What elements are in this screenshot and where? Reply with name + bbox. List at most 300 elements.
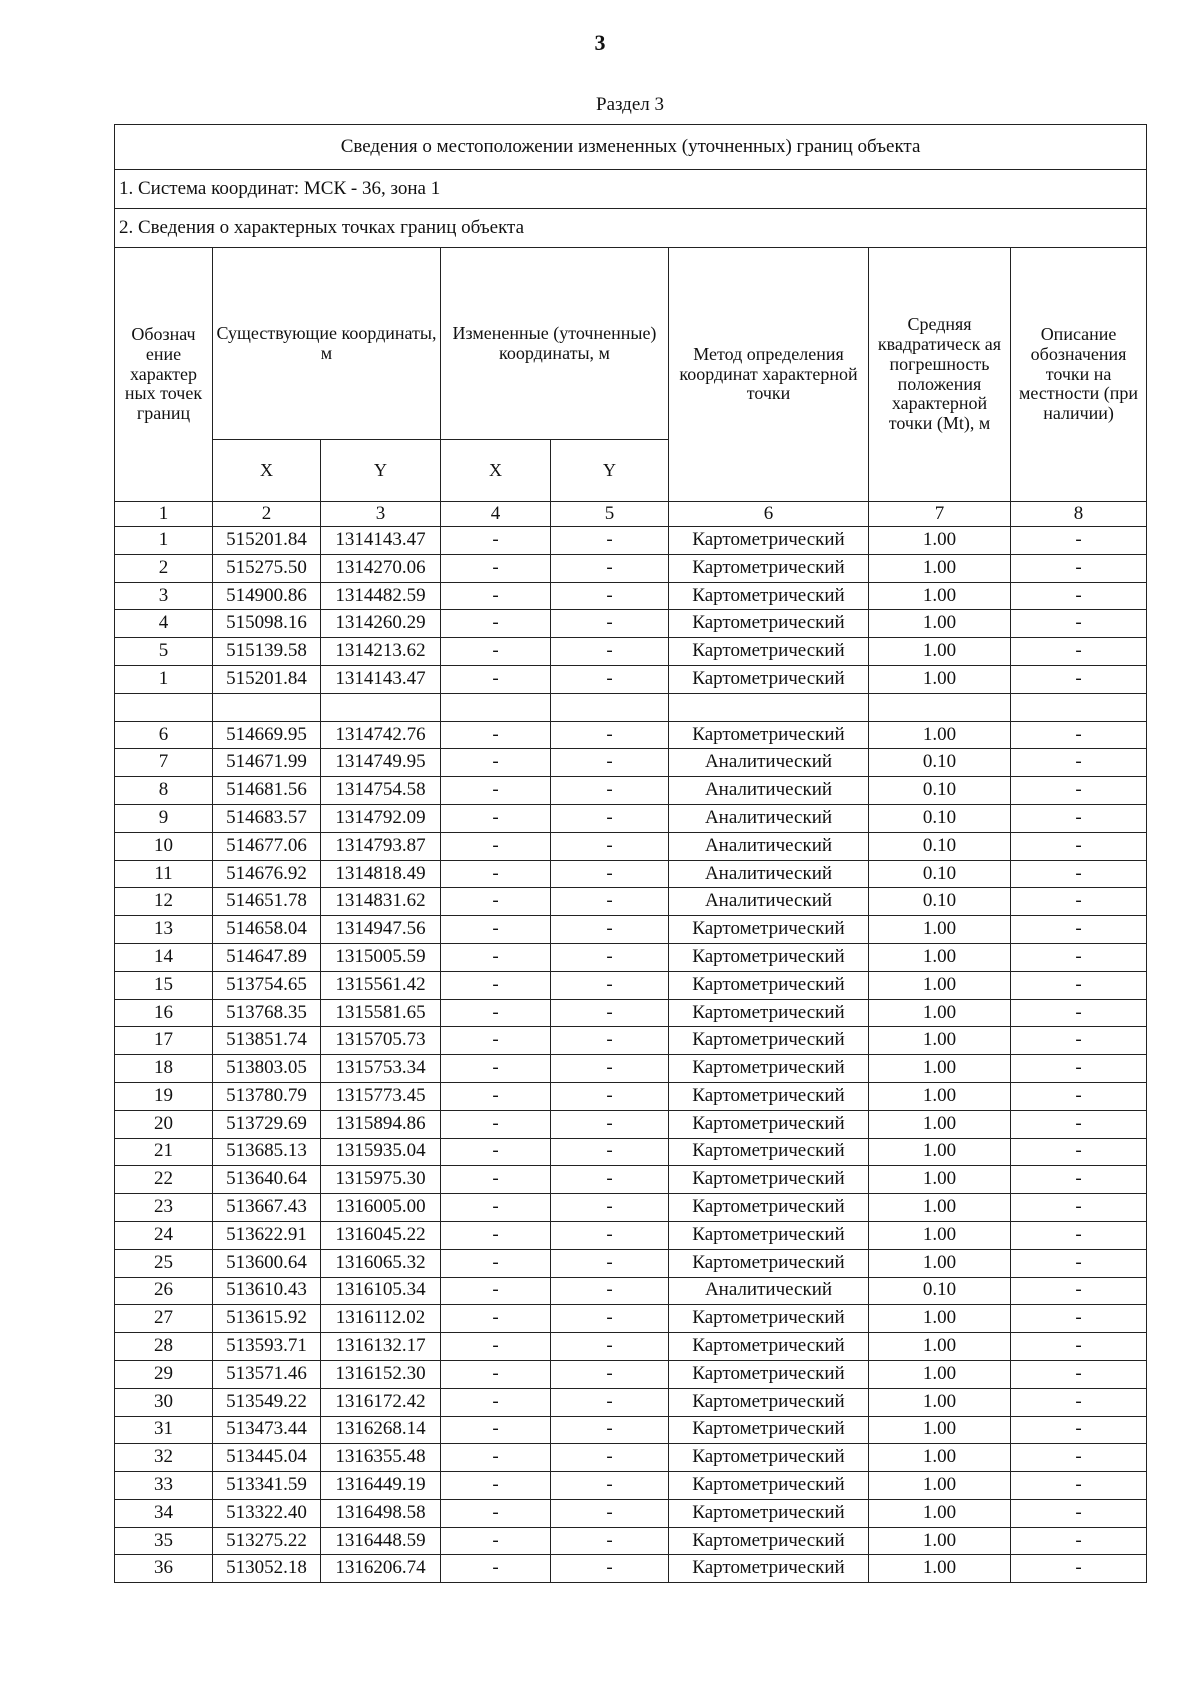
cell-method: Аналитический	[669, 832, 869, 860]
cell-description: -	[1011, 804, 1147, 832]
separator-row	[115, 693, 1147, 721]
cell-mean-error: 0.10	[869, 804, 1011, 832]
table-row	[115, 638, 1147, 666]
cell-changed-x: -	[441, 1444, 551, 1472]
cell-point-id: 6	[115, 721, 213, 749]
cell-point-id: 29	[115, 1360, 213, 1388]
empty-cell	[551, 693, 669, 721]
table-row	[115, 1194, 1147, 1222]
empty-cell	[213, 693, 321, 721]
cell-existing-x: 514683.57	[213, 804, 321, 832]
cell-point-id: 3	[115, 582, 213, 610]
cell-description: -	[1011, 1388, 1147, 1416]
table-row	[115, 1027, 1147, 1055]
table-row	[115, 665, 1147, 693]
cell-point-id: 35	[115, 1527, 213, 1555]
cell-changed-y: -	[551, 971, 669, 999]
cell-method: Аналитический	[669, 888, 869, 916]
cell-point-id: 10	[115, 832, 213, 860]
table-row	[115, 1360, 1147, 1388]
cell-existing-x: 513729.69	[213, 1110, 321, 1138]
cell-description: -	[1011, 665, 1147, 693]
cell-existing-x: 514677.06	[213, 832, 321, 860]
cell-description: -	[1011, 1194, 1147, 1222]
table-row	[115, 1055, 1147, 1083]
cell-mean-error: 1.00	[869, 1305, 1011, 1333]
cell-point-id: 33	[115, 1472, 213, 1500]
table-row	[115, 1333, 1147, 1361]
cell-method: Аналитический	[669, 749, 869, 777]
table-row	[115, 888, 1147, 916]
cell-existing-x: 513780.79	[213, 1082, 321, 1110]
cell-mean-error: 0.10	[869, 860, 1011, 888]
cell-changed-y: -	[551, 1499, 669, 1527]
cell-changed-x: -	[441, 1194, 551, 1222]
cell-existing-x: 513754.65	[213, 971, 321, 999]
cell-existing-y: 1316448.59	[321, 1527, 441, 1555]
cell-changed-x: -	[441, 1221, 551, 1249]
cell-changed-y: -	[551, 943, 669, 971]
cell-point-id: 4	[115, 610, 213, 638]
cell-method: Картометрический	[669, 1055, 869, 1083]
table-row	[115, 804, 1147, 832]
column-numbers-row	[115, 502, 1147, 527]
cell-changed-x: -	[441, 1277, 551, 1305]
cell-method: Картометрический	[669, 943, 869, 971]
header-method: Метод определения координат характерной точки	[669, 248, 869, 502]
cell-existing-x: 513851.74	[213, 1027, 321, 1055]
cell-existing-y: 1316268.14	[321, 1416, 441, 1444]
cell-changed-x: -	[441, 1166, 551, 1194]
cell-existing-x: 513600.64	[213, 1249, 321, 1277]
cell-method: Картометрический	[669, 554, 869, 582]
cell-method: Картометрический	[669, 1166, 869, 1194]
cell-existing-y: 1316005.00	[321, 1194, 441, 1222]
cell-mean-error: 1.00	[869, 1221, 1011, 1249]
cell-changed-y: -	[551, 1027, 669, 1055]
cell-method: Картометрический	[669, 1138, 869, 1166]
cell-changed-y: -	[551, 1221, 669, 1249]
cell-point-id: 14	[115, 943, 213, 971]
column-number: 3	[321, 502, 441, 527]
cell-existing-y: 1314793.87	[321, 832, 441, 860]
cell-method: Картометрический	[669, 999, 869, 1027]
cell-method: Картометрический	[669, 610, 869, 638]
cell-existing-y: 1315894.86	[321, 1110, 441, 1138]
table-row	[115, 971, 1147, 999]
empty-cell	[115, 693, 213, 721]
column-number: 6	[669, 502, 869, 527]
cell-description: -	[1011, 1138, 1147, 1166]
cell-changed-x: -	[441, 554, 551, 582]
column-number: 2	[213, 502, 321, 527]
cell-point-id: 21	[115, 1138, 213, 1166]
cell-method: Картометрический	[669, 665, 869, 693]
table-row	[115, 1138, 1147, 1166]
cell-point-id: 16	[115, 999, 213, 1027]
cell-existing-y: 1314742.76	[321, 721, 441, 749]
cell-existing-y: 1316449.19	[321, 1472, 441, 1500]
cell-point-id: 36	[115, 1555, 213, 1583]
cell-changed-y: -	[551, 1138, 669, 1166]
table-row	[115, 1305, 1147, 1333]
cell-method: Картометрический	[669, 1499, 869, 1527]
cell-mean-error: 1.00	[869, 1333, 1011, 1361]
cell-changed-y: -	[551, 1360, 669, 1388]
cell-changed-x: -	[441, 943, 551, 971]
cell-changed-y: -	[551, 1110, 669, 1138]
cell-mean-error: 1.00	[869, 527, 1011, 555]
cell-existing-x: 515201.84	[213, 665, 321, 693]
table-row	[115, 1388, 1147, 1416]
cell-existing-x: 513549.22	[213, 1388, 321, 1416]
cell-description: -	[1011, 610, 1147, 638]
cell-mean-error: 1.00	[869, 1055, 1011, 1083]
cell-existing-x: 514651.78	[213, 888, 321, 916]
cell-changed-x: -	[441, 721, 551, 749]
cell-description: -	[1011, 1305, 1147, 1333]
cell-changed-y: -	[551, 1082, 669, 1110]
table-title: Сведения о местоположении измененных (уточненных) границ объекта	[115, 125, 1147, 170]
cell-mean-error: 1.00	[869, 1360, 1011, 1388]
cell-mean-error: 1.00	[869, 1472, 1011, 1500]
table-row	[115, 1555, 1147, 1583]
page-number: 3	[594, 30, 606, 55]
cell-existing-y: 1316105.34	[321, 1277, 441, 1305]
cell-changed-y: -	[551, 916, 669, 944]
table-row	[115, 1277, 1147, 1305]
empty-cell	[1011, 693, 1147, 721]
cell-point-id: 26	[115, 1277, 213, 1305]
cell-description: -	[1011, 916, 1147, 944]
header-mean-error: Средняя квадратическ ая погрешность положения характерной точки (Mt), м	[869, 248, 1011, 502]
cell-mean-error: 1.00	[869, 1166, 1011, 1194]
cell-mean-error: 1.00	[869, 1082, 1011, 1110]
cell-description: -	[1011, 943, 1147, 971]
cell-method: Картометрический	[669, 1221, 869, 1249]
cell-changed-y: -	[551, 1249, 669, 1277]
cell-existing-y: 1316498.58	[321, 1499, 441, 1527]
cell-changed-x: -	[441, 999, 551, 1027]
cell-method: Картометрический	[669, 1360, 869, 1388]
cell-mean-error: 1.00	[869, 638, 1011, 666]
cell-existing-x: 514647.89	[213, 943, 321, 971]
cell-existing-y: 1314260.29	[321, 610, 441, 638]
cell-mean-error: 1.00	[869, 1499, 1011, 1527]
cell-changed-y: -	[551, 1333, 669, 1361]
cell-changed-y: -	[551, 832, 669, 860]
column-number: 1	[115, 502, 213, 527]
cell-point-id: 13	[115, 916, 213, 944]
cell-description: -	[1011, 1249, 1147, 1277]
cell-changed-y: -	[551, 804, 669, 832]
cell-method: Картометрический	[669, 1194, 869, 1222]
cell-point-id: 2	[115, 554, 213, 582]
cell-method: Картометрический	[669, 916, 869, 944]
empty-cell	[869, 693, 1011, 721]
header-changed-coordinates: Измененные (уточненные) координаты, м	[441, 248, 669, 440]
table-row	[115, 1110, 1147, 1138]
cell-description: -	[1011, 1082, 1147, 1110]
cell-existing-x: 513322.40	[213, 1499, 321, 1527]
cell-existing-x: 513473.44	[213, 1416, 321, 1444]
cell-method: Картометрический	[669, 1527, 869, 1555]
cell-existing-x: 513622.91	[213, 1221, 321, 1249]
boundary-points-table	[114, 124, 1147, 1583]
cell-mean-error: 1.00	[869, 971, 1011, 999]
cell-changed-y: -	[551, 1305, 669, 1333]
cell-changed-x: -	[441, 1499, 551, 1527]
cell-existing-x: 514900.86	[213, 582, 321, 610]
cell-mean-error: 0.10	[869, 832, 1011, 860]
cell-existing-x: 513445.04	[213, 1444, 321, 1472]
cell-changed-y: -	[551, 999, 669, 1027]
cell-changed-x: -	[441, 1138, 551, 1166]
cell-existing-x: 514676.92	[213, 860, 321, 888]
cell-existing-x: 513803.05	[213, 1055, 321, 1083]
cell-point-id: 5	[115, 638, 213, 666]
cell-method: Картометрический	[669, 638, 869, 666]
cell-method: Картометрический	[669, 582, 869, 610]
empty-cell	[669, 693, 869, 721]
cell-point-id: 17	[115, 1027, 213, 1055]
cell-point-id: 25	[115, 1249, 213, 1277]
cell-existing-x: 513275.22	[213, 1527, 321, 1555]
cell-point-id: 18	[115, 1055, 213, 1083]
cell-changed-x: -	[441, 1305, 551, 1333]
cell-method: Аналитический	[669, 860, 869, 888]
cell-existing-x: 513341.59	[213, 1472, 321, 1500]
cell-method: Картометрический	[669, 971, 869, 999]
cell-existing-y: 1316065.32	[321, 1249, 441, 1277]
cell-changed-y: -	[551, 1277, 669, 1305]
cell-existing-y: 1315005.59	[321, 943, 441, 971]
table-row	[115, 1444, 1147, 1472]
cell-existing-y: 1316206.74	[321, 1555, 441, 1583]
cell-mean-error: 1.00	[869, 916, 1011, 944]
cell-changed-x: -	[441, 1388, 551, 1416]
cell-description: -	[1011, 1277, 1147, 1305]
cell-description: -	[1011, 777, 1147, 805]
cell-method: Картометрический	[669, 1249, 869, 1277]
cell-mean-error: 1.00	[869, 610, 1011, 638]
cell-existing-x: 515201.84	[213, 527, 321, 555]
cell-changed-y: -	[551, 527, 669, 555]
cell-description: -	[1011, 1499, 1147, 1527]
header-point-designation: Обознач ение характер ных точек границ	[115, 248, 213, 502]
cell-changed-x: -	[441, 1472, 551, 1500]
cell-existing-y: 1314818.49	[321, 860, 441, 888]
cell-point-id: 19	[115, 1082, 213, 1110]
cell-point-id: 7	[115, 749, 213, 777]
cell-method: Картометрический	[669, 1110, 869, 1138]
cell-existing-y: 1315581.65	[321, 999, 441, 1027]
cell-changed-y: -	[551, 888, 669, 916]
cell-existing-y: 1315753.34	[321, 1055, 441, 1083]
cell-changed-y: -	[551, 1444, 669, 1472]
cell-existing-y: 1314831.62	[321, 888, 441, 916]
cell-existing-x: 513685.13	[213, 1138, 321, 1166]
cell-changed-x: -	[441, 582, 551, 610]
cell-point-id: 8	[115, 777, 213, 805]
cell-description: -	[1011, 554, 1147, 582]
cell-mean-error: 1.00	[869, 1249, 1011, 1277]
cell-changed-y: -	[551, 777, 669, 805]
cell-changed-x: -	[441, 971, 551, 999]
cell-point-id: 20	[115, 1110, 213, 1138]
cell-description: -	[1011, 1055, 1147, 1083]
cell-description: -	[1011, 1110, 1147, 1138]
cell-existing-y: 1315773.45	[321, 1082, 441, 1110]
cell-point-id: 15	[115, 971, 213, 999]
cell-description: -	[1011, 527, 1147, 555]
cell-existing-x: 515098.16	[213, 610, 321, 638]
cell-changed-x: -	[441, 1527, 551, 1555]
cell-description: -	[1011, 832, 1147, 860]
cell-changed-x: -	[441, 1082, 551, 1110]
table-row	[115, 554, 1147, 582]
cell-method: Картометрический	[669, 1555, 869, 1583]
cell-changed-x: -	[441, 1027, 551, 1055]
cell-changed-y: -	[551, 721, 669, 749]
column-number: 4	[441, 502, 551, 527]
cell-mean-error: 1.00	[869, 1416, 1011, 1444]
cell-changed-x: -	[441, 1110, 551, 1138]
cell-description: -	[1011, 1027, 1147, 1055]
cell-method: Картометрический	[669, 1416, 869, 1444]
table-row	[115, 1416, 1147, 1444]
cell-existing-x: 514681.56	[213, 777, 321, 805]
cell-existing-x: 513615.92	[213, 1305, 321, 1333]
cell-description: -	[1011, 582, 1147, 610]
cell-description: -	[1011, 1472, 1147, 1500]
cell-changed-x: -	[441, 1333, 551, 1361]
table-row	[115, 1499, 1147, 1527]
cell-changed-x: -	[441, 527, 551, 555]
cell-changed-x: -	[441, 1555, 551, 1583]
cell-method: Аналитический	[669, 777, 869, 805]
cell-existing-x: 513768.35	[213, 999, 321, 1027]
cell-mean-error: 0.10	[869, 888, 1011, 916]
cell-changed-x: -	[441, 888, 551, 916]
cell-changed-y: -	[551, 1416, 669, 1444]
cell-mean-error: 1.00	[869, 554, 1011, 582]
cell-description: -	[1011, 1444, 1147, 1472]
cell-existing-x: 515275.50	[213, 554, 321, 582]
cell-existing-y: 1315705.73	[321, 1027, 441, 1055]
cell-changed-y: -	[551, 554, 669, 582]
cell-existing-x: 513052.18	[213, 1555, 321, 1583]
cell-existing-y: 1316132.17	[321, 1333, 441, 1361]
cell-existing-y: 1315561.42	[321, 971, 441, 999]
cell-changed-y: -	[551, 1555, 669, 1583]
cell-mean-error: 1.00	[869, 1527, 1011, 1555]
cell-existing-y: 1314213.62	[321, 638, 441, 666]
cell-point-id: 9	[115, 804, 213, 832]
cell-point-id: 31	[115, 1416, 213, 1444]
cell-mean-error: 1.00	[869, 665, 1011, 693]
table-row	[115, 1082, 1147, 1110]
cell-mean-error: 1.00	[869, 1555, 1011, 1583]
cell-point-id: 27	[115, 1305, 213, 1333]
cell-changed-x: -	[441, 638, 551, 666]
table-row	[115, 999, 1147, 1027]
empty-cell	[441, 693, 551, 721]
cell-mean-error: 0.10	[869, 777, 1011, 805]
cell-mean-error: 1.00	[869, 1194, 1011, 1222]
table-row	[115, 1249, 1147, 1277]
table-row	[115, 1527, 1147, 1555]
header-existing-y: Y	[321, 440, 441, 502]
table-row	[115, 777, 1147, 805]
header-changed-y: Y	[551, 440, 669, 502]
table-row	[115, 582, 1147, 610]
table-row	[115, 1166, 1147, 1194]
cell-changed-y: -	[551, 582, 669, 610]
cell-mean-error: 1.00	[869, 943, 1011, 971]
points-heading: 2. Сведения о характерных точках границ объекта	[115, 209, 1147, 248]
cell-description: -	[1011, 1221, 1147, 1249]
empty-cell	[321, 693, 441, 721]
cell-changed-x: -	[441, 610, 551, 638]
cell-method: Аналитический	[669, 1277, 869, 1305]
cell-description: -	[1011, 1166, 1147, 1194]
cell-method: Картометрический	[669, 1388, 869, 1416]
cell-point-id: 28	[115, 1333, 213, 1361]
coordinate-system: 1. Система координат: МСК - 36, зона 1	[115, 170, 1147, 209]
table-row	[115, 610, 1147, 638]
cell-point-id: 1	[115, 527, 213, 555]
header-existing-x: X	[213, 440, 321, 502]
cell-method: Картометрический	[669, 527, 869, 555]
table-row	[115, 1472, 1147, 1500]
cell-changed-y: -	[551, 1472, 669, 1500]
cell-description: -	[1011, 1555, 1147, 1583]
cell-changed-y: -	[551, 1055, 669, 1083]
cell-point-id: 12	[115, 888, 213, 916]
cell-mean-error: 1.00	[869, 999, 1011, 1027]
cell-existing-y: 1316152.30	[321, 1360, 441, 1388]
cell-description: -	[1011, 1416, 1147, 1444]
cell-existing-y: 1316355.48	[321, 1444, 441, 1472]
cell-changed-y: -	[551, 749, 669, 777]
cell-method: Картометрический	[669, 721, 869, 749]
cell-existing-y: 1314482.59	[321, 582, 441, 610]
cell-existing-x: 514671.99	[213, 749, 321, 777]
cell-changed-x: -	[441, 777, 551, 805]
cell-point-id: 34	[115, 1499, 213, 1527]
cell-changed-x: -	[441, 804, 551, 832]
section-title: Раздел 3	[596, 94, 664, 115]
cell-mean-error: 0.10	[869, 1277, 1011, 1305]
cell-description: -	[1011, 721, 1147, 749]
cell-description: -	[1011, 971, 1147, 999]
cell-description: -	[1011, 638, 1147, 666]
cell-method: Картометрический	[669, 1027, 869, 1055]
cell-changed-y: -	[551, 1388, 669, 1416]
cell-changed-y: -	[551, 860, 669, 888]
cell-changed-x: -	[441, 1055, 551, 1083]
cell-existing-x: 513667.43	[213, 1194, 321, 1222]
cell-mean-error: 1.00	[869, 1110, 1011, 1138]
header-changed-x: X	[441, 440, 551, 502]
cell-point-id: 24	[115, 1221, 213, 1249]
cell-description: -	[1011, 999, 1147, 1027]
cell-changed-x: -	[441, 749, 551, 777]
cell-mean-error: 1.00	[869, 582, 1011, 610]
cell-changed-x: -	[441, 1360, 551, 1388]
cell-description: -	[1011, 888, 1147, 916]
